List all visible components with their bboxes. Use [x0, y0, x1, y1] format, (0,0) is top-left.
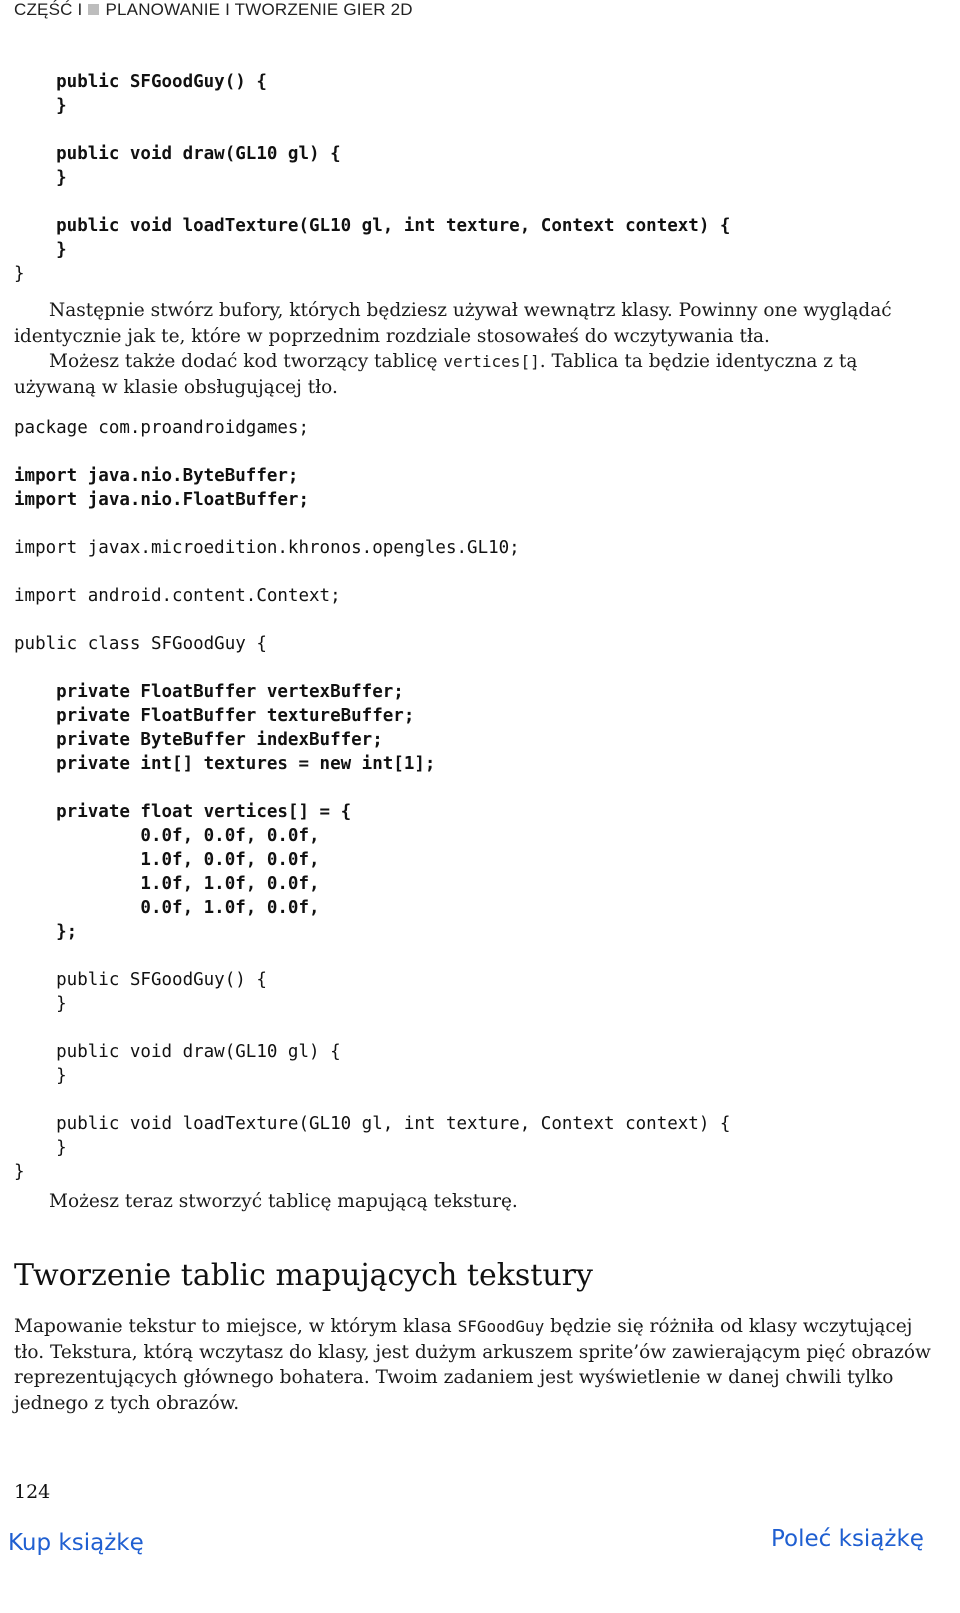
paragraph-next-step: Możesz teraz stworzyć tablicę mapującą teksturę. [49, 1191, 518, 1212]
code-line: private FloatBuffer textureBuffer; [14, 706, 415, 726]
intro-text [14, 298, 934, 400]
code-line: } [14, 994, 67, 1014]
text-next-step [14, 1189, 934, 1215]
code-line: import android.content.Context; [14, 586, 341, 606]
inline-code-sfgoodguy: SFGoodGuy [457, 1317, 545, 1336]
code-line: import java.nio.ByteBuffer; [14, 466, 299, 486]
code-line: 0.0f, 0.0f, 0.0f, [14, 826, 320, 846]
code-line: } [14, 168, 67, 188]
paragraph-buffers: Następnie stwórz bufory, których będziesz używał wewnątrz klasy. Powinny one wyglądać identycznie jak te, które w poprzednim rozdziale stosowałeś do wczytywania tła. [14, 300, 892, 347]
code-line: }; [14, 922, 78, 942]
header-section: PLANOWANIE I TWORZENIE GIER 2D [105, 0, 413, 19]
code-line: package com.proandroidgames; [14, 418, 310, 438]
recommend-book-link[interactable]: Poleć książkę [771, 1526, 924, 1552]
code-line: private ByteBuffer indexBuffer; [14, 730, 383, 750]
page-number: 124 [14, 1481, 51, 1503]
code-line: public void draw(GL10 gl) { [14, 1042, 341, 1062]
code-line: } [14, 96, 67, 116]
code-line: public SFGoodGuy() { [14, 72, 267, 92]
code-line: } [14, 1066, 67, 1086]
paragraph-vertices: Możesz także dodać kod tworzący tablicę vertices[]. Tablica ta będzie identyczna z tą używaną w klasie obsługującej tło. [14, 351, 858, 398]
code-line: import java.nio.FloatBuffer; [14, 490, 310, 510]
running-header [14, 0, 413, 20]
code-line: private int[] textures = new int[1]; [14, 754, 436, 774]
code-block-top [14, 70, 730, 286]
code-line: private float vertices[] = { [14, 802, 352, 822]
code-line: private FloatBuffer vertexBuffer; [14, 682, 404, 702]
code-block-main [14, 416, 730, 1184]
code-line: } [14, 264, 25, 284]
header-part: CZĘŚĆ I [14, 0, 83, 19]
inline-code-vertices: vertices[] [443, 352, 540, 371]
texture-mapping-text [14, 1314, 934, 1416]
code-line: public void loadTexture(GL10 gl, int texture, Context context) { [14, 216, 731, 236]
code-line: 1.0f, 1.0f, 0.0f, [14, 874, 320, 894]
code-line: public SFGoodGuy() { [14, 970, 267, 990]
code-line: import javax.microedition.khronos.opengles.GL10; [14, 538, 520, 558]
section-heading: Tworzenie tablic mapujących tekstury [14, 1258, 593, 1293]
buy-book-link[interactable]: Kup książkę [8, 1530, 144, 1556]
code-line: } [14, 1138, 67, 1158]
code-line: public void draw(GL10 gl) { [14, 144, 341, 164]
header-separator-square [88, 4, 99, 15]
code-line: 0.0f, 1.0f, 0.0f, [14, 898, 320, 918]
code-line: } [14, 240, 67, 260]
paragraph-texture-mapping: Mapowanie tekstur to miejsce, w którym klasa SFGoodGuy będzie się różniła od klasy wczytującej tło. Tekstura, którą wczytasz do klasy, jest dużym arkuszem sprite’ów zawierającym pięć obrazów reprezentujących głównego bohatera. Twoim zadaniem jest wyświetlenie w danej chwili tylko jednego z tych obrazów. [14, 1316, 931, 1414]
code-line: 1.0f, 0.0f, 0.0f, [14, 850, 320, 870]
code-line: public class SFGoodGuy { [14, 634, 267, 654]
code-line: public void loadTexture(GL10 gl, int texture, Context context) { [14, 1114, 731, 1134]
code-line: } [14, 1162, 25, 1182]
